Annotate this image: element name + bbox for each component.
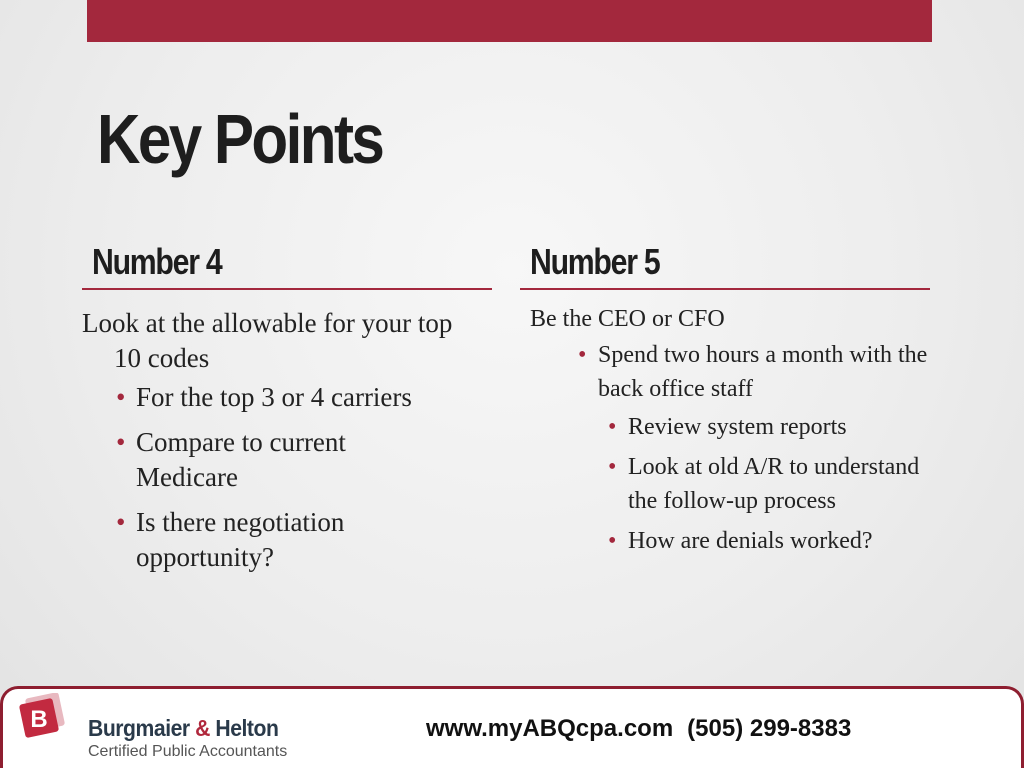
left-intro-text: Look at the allowable for your top 10 codes [82,308,453,373]
left-column-heading: Number 4 [92,241,222,282]
right-column [520,240,930,564]
list-item: • How are denials worked? [628,524,946,558]
firm-logo-icon [18,693,66,741]
top-accent-bar [87,0,932,42]
bullet-icon: • [116,427,126,457]
right-intro-text: Be the CEO or CFO [530,306,725,332]
svg-text:B: B [30,706,48,733]
bullet-icon: • [608,528,617,554]
left-column [82,240,492,585]
right-column-rule [520,288,930,290]
left-column-rule [82,288,492,290]
bullet-icon: • [608,454,617,480]
firm-subtitle: Certified Public Accountants [88,743,288,760]
list-item: • Review system reports [628,410,946,444]
bullet-icon: • [116,507,126,537]
slide-title: Key Points [97,100,383,178]
contact-info [426,715,851,743]
list-item: • For the top 3 or 4 carriers [136,380,436,415]
right-sub-bullet-list [608,410,946,558]
list-item: • Compare to current Medicare [116,427,346,492]
bullet-icon: • [608,414,617,440]
website-link[interactable]: www.myABQcpa.com [426,715,674,742]
bullet-icon: • [116,382,126,412]
list-item: • Spend two hours a month with the back office staff • Review system reports • Look at old A/R to understand the follow-up process • How are denials worked? [598,338,938,558]
left-bullet-list [116,380,436,575]
bullet-icon: • [578,342,587,368]
list-item: • Is there negotiation opportunity? [116,507,345,572]
right-column-heading: Number 5 [530,241,660,282]
phone-number: (505) 299-8383 [687,715,852,742]
firm-name: Burgmaier & Helton [88,715,279,741]
right-bullet-list [578,338,938,558]
list-item: • Look at old A/R to understand the follow-up process [628,450,946,518]
